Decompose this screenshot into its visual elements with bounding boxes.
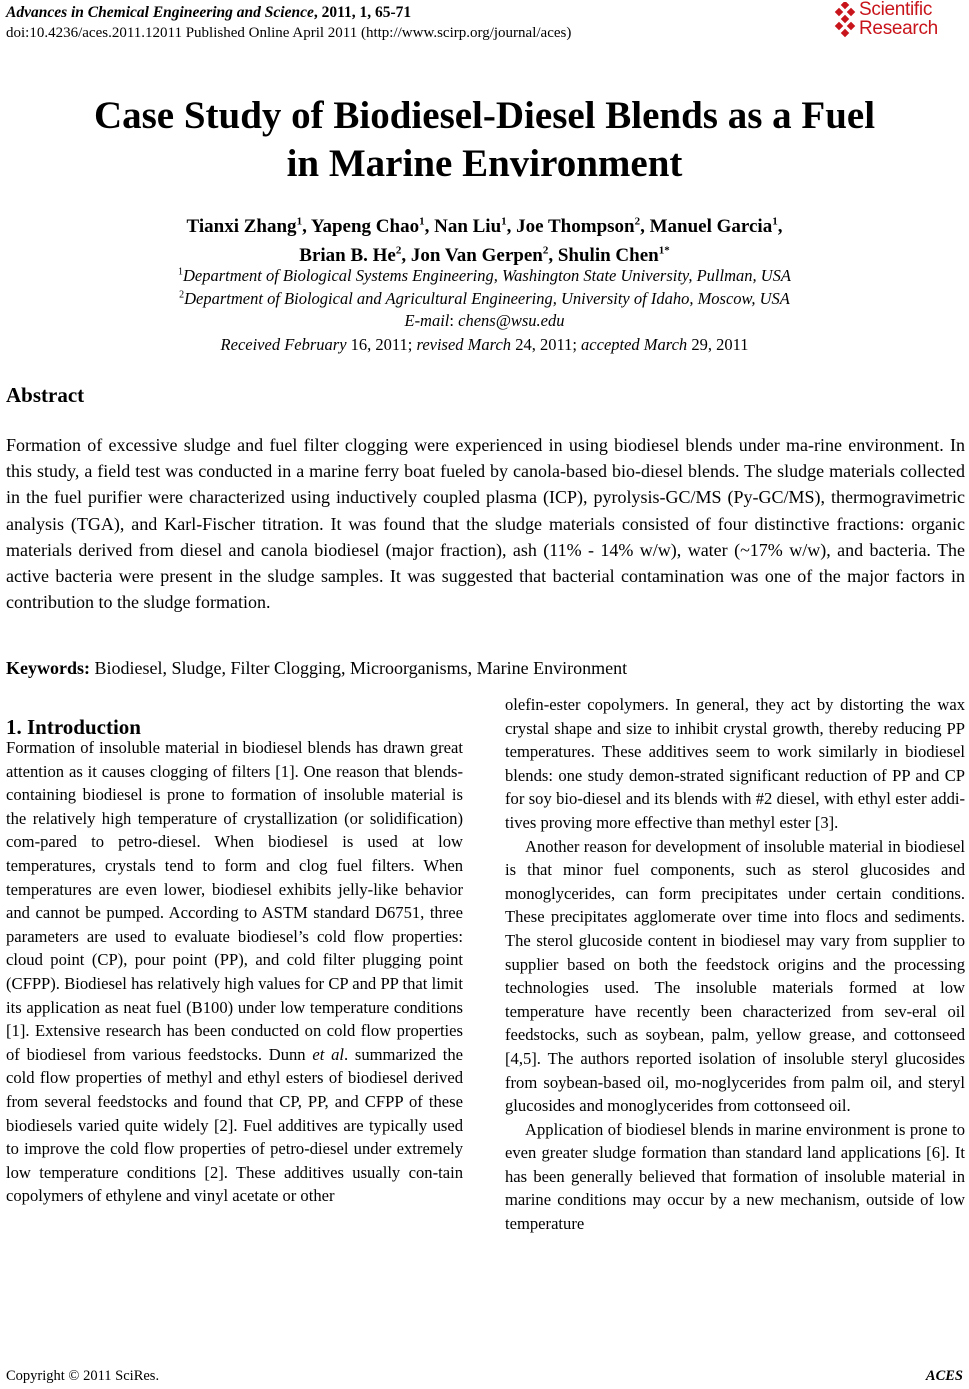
abstract-text: Formation of excessive sludge and fuel filter clogging were experienced in using biodiesel blends under ma-rine environment. In this study, a field test was conducted in a marine ferry boat fueled by canola-based bio-diesel blends. The sludge materials collected in the fuel purifier were characterized using inductively coupled plasma (ICP), pyrolysis-GC/MS (Py-GC/MS), thermogravimetric analysis (TGA), and Karl-Fischer titration. It was found that the sludge materials consisted of four distinctive fractions: organic materials derived from diesel and canola biodiesel (major fraction), ash (11% - 14% w/w), water (~17% w/w), and bacteria. The active bacteria were present in the sludge samples. It was suggested that bacterial contamination was one of the major factors in contribution to the sludge formation. <box>6 435 965 613</box>
keywords-line <box>6 655 627 681</box>
author: Joe Thompson <box>516 216 635 237</box>
accepted-label: accepted March <box>581 335 688 354</box>
journal-name: Advances in Chemical Engineering and Science <box>6 4 314 21</box>
email-label: E-mail <box>404 311 450 330</box>
authors-line2: Brian B. He$^2$, Jon Van Gerpen$^2$, Shulin Chen$^{1*}$ <box>299 244 670 266</box>
affiliation-mark: 1 <box>178 266 183 278</box>
author-affil-mark: 1 <box>501 215 507 228</box>
footer-copyright: Copyright © 2011 SciRes. <box>6 1368 160 1384</box>
publisher-logo <box>833 0 963 44</box>
intro-paragraph-3: Application of biodiesel blends in marine environment is prone to even greater sludge formation than standard land applications [6]. It has been generally believed that formation of insoluble material in marine conditions may occur by a new mechanism, outside of low temperature <box>505 1119 965 1234</box>
affiliation-mark: 2 <box>179 289 185 301</box>
author-affil-mark: 2 <box>542 244 549 257</box>
affiliation-text: Department of Biological Systems Engineering, Washington State University, Pullman, USA <box>183 266 791 285</box>
affiliation-1 <box>0 265 969 287</box>
logo-line1: Scientific <box>859 0 933 20</box>
journal-citation <box>6 3 411 23</box>
right-column <box>505 693 965 1236</box>
intro-paragraph-2: Another reason for development of insoluble material in biodiesel is that minor fuel components, such as sterol glucosides and monoglycerides, can form precipitates under certain conditions. These precipitates agglomerate over time into flocs and sediments. The sterol glucoside content in biodiesel may vary from supplier to supplier based on both the feedstock origins and the processing technologies used. The insoluble materials formed at low temperature have recently been characterized from sev-eral oil feedstocks, such as soybean, palm, yellow grease, and cottonseed [4,5]. The authors reported isolation of insoluble steryl glucosides from soybean-based oil, mo-noglycerides from palm oil, and steryl glucosides and monoglycerides from cottonseed oil. <box>505 836 965 1116</box>
author-affil-mark: 1* <box>658 244 670 257</box>
author: Jon Van Gerpen <box>410 245 543 266</box>
received-date: 16, 2011; <box>346 335 417 354</box>
paragraph-text: Formation of insoluble material in biodiesel blends has drawn great attention as it causes clogging of filters [1]. One reason that blends-containing biodiesel is prone to formation of insoluble material is the relatively high temperature of crystallization (or solidification) com-pared to petro-diesel. When biodiesel is used at low temperatures, crystals tend to form and clog fuel filters. When temperatures are even lower, biodiesel exhibits jelly-like behavior and cannot be pumped. According to ASTM standard D6751, three parameters are used to evaluate biodiesel’s cold flow properties: cloud point (CP), pour point (PP), and cold filter plugging point (CFPP). Biodiesel has relatively high values for CP and PP that limit its application as neat fuel (B100) under low temperature conditions [1]. Extensive research has been conducted on cold flow properties of biodiesel from various feedstocks. Dunn <box>6 738 463 1064</box>
authors-line1: Tianxi Zhang$^1$, Yapeng Chao$^1$, Nan Liu$^1$, Joe Thompson$^2$, Manuel Garcia$^1$, <box>186 215 783 237</box>
author: Nan Liu <box>434 216 502 237</box>
logo-text <box>859 0 938 38</box>
author: Brian B. He <box>299 245 396 266</box>
accepted-date: 29, 2011 <box>687 335 749 354</box>
author-affil-mark: 2 <box>395 244 402 257</box>
affiliation-text: Department of Biological and Agricultural Engineering, University of Idaho, Moscow, USA <box>184 289 790 308</box>
author: Manuel Garcia <box>649 216 773 237</box>
email-address: chens@wsu.edu <box>458 311 565 330</box>
author: Tianxi Zhang <box>186 216 297 237</box>
received-label: Received February <box>220 335 347 354</box>
logo-line2: Research <box>859 18 938 39</box>
received-dates <box>0 334 969 356</box>
author-affil-mark: 1 <box>296 215 303 228</box>
section-heading-introduction: 1. Introduction <box>6 715 141 739</box>
paragraph-text: . summarized the cold flow properties of methyl and ethyl esters of biodiesel derived from several feedstocks and found that CP, PP, and CFPP of these biodiesels varied quite widely [2]. Fuel additives are typically used to improve the cold flow properties of petro-diesel under extremely low temperature conditions [2]. These additives usually con-tain copolymers of ethylene and vinyl acetate or other <box>6 1044 463 1206</box>
author-affil-mark: 2 <box>634 215 641 228</box>
journal-issue: , 2011, 1, 65-71 <box>313 4 412 21</box>
doi-line: doi:10.4236/aces.2011.12011 Published Online April 2011 (http://www.scirp.org/journal/aces) <box>6 25 572 41</box>
affiliation-2 <box>0 288 969 310</box>
author-list <box>0 212 969 270</box>
paper-title <box>0 92 969 188</box>
revised-date: 24, 2011; <box>511 335 582 354</box>
scirp-logo-icon <box>833 2 857 42</box>
et-al: et al <box>312 1044 344 1064</box>
title-line1: Case Study of Biodiesel-Diesel Blends as a Fuel <box>93 94 876 137</box>
intro-paragraph-1-cont: olefin-ester copolymers. In general, they act by distorting the wax crystal shape and size to inhibit crystal growth, thereby reducing PP temperatures. These additives seem to work similarly in biodiesel blends: one study demon-strated significant reduction of PP and CP for soy bio-diesel and its blends with #2 diesel, with ethyl ester addi-tives proving more effective than methyl ester [3]. <box>505 695 965 832</box>
email-line: E-mail: chens@wsu.edu <box>404 311 565 330</box>
revised-label: revised March <box>416 335 512 354</box>
author: Yapeng Chao <box>310 216 420 237</box>
abstract-heading: Abstract <box>6 383 85 407</box>
title-line2: in Marine Environment <box>286 142 683 185</box>
author-affil-mark: 1 <box>772 215 778 228</box>
intro-paragraph-1 <box>6 736 463 1208</box>
author: Shulin Chen <box>557 245 659 266</box>
keywords-label: Keywords: <box>6 658 90 678</box>
keywords-text: Biodiesel, Sludge, Filter Clogging, Microorganisms, Marine Environment <box>90 658 628 678</box>
author-affil-mark: 1 <box>419 215 425 228</box>
left-column <box>6 736 463 1208</box>
footer-journal-abbrev: ACES <box>925 1368 963 1384</box>
